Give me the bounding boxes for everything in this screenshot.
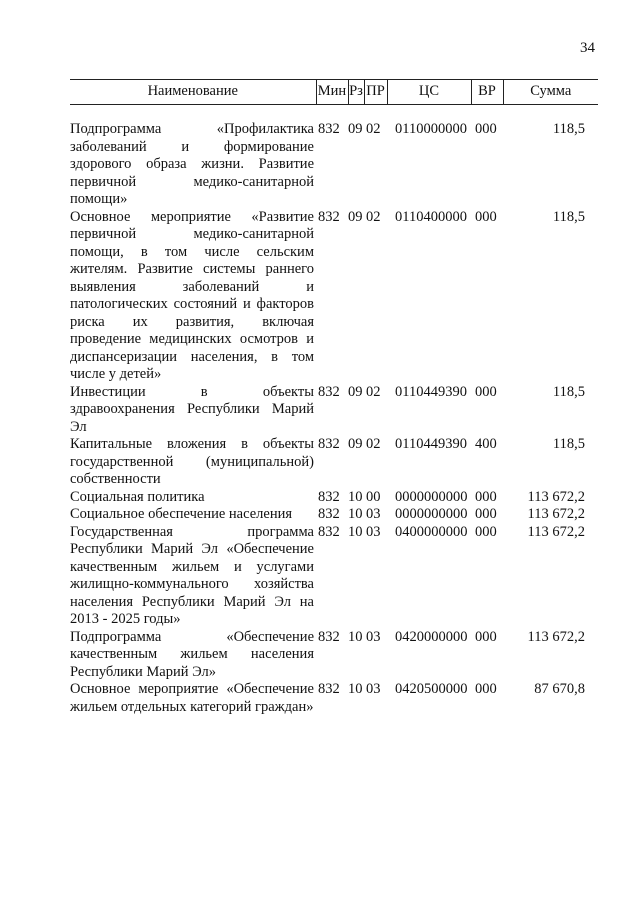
cell-rz: 10 xyxy=(348,523,363,540)
cell-sum: 118,5 xyxy=(552,383,585,400)
cell-cs: 0110449390 xyxy=(395,436,467,452)
cell-rz: 09 xyxy=(348,121,363,137)
cell-name: Капитальные вложения в объекты государственной (муниципальной) собственности xyxy=(70,436,314,487)
header-vr: ВР xyxy=(471,80,503,105)
cell-vr: 000 xyxy=(475,506,497,522)
header-pr: ПР xyxy=(364,80,387,105)
cell-min: 832 xyxy=(318,383,340,400)
table-row xyxy=(70,121,598,209)
cell-cs: 0000000000 xyxy=(395,488,468,505)
cell-pr: 03 xyxy=(366,506,381,522)
cell-min: 832 xyxy=(318,208,340,225)
cell-name: Инвестиции в объекты здравоохранения Республики Марий Эл xyxy=(70,383,314,435)
cell-min: 832 xyxy=(318,121,340,137)
cell-name: Государственная программа Республики Марий Эл «Обеспечение качественным жильем и услугами жилищно-коммунального хозяйства населения Республики Марий Эл на 2013 - 2025 годы» xyxy=(70,523,314,627)
table-row xyxy=(70,506,598,524)
cell-pr: 02 xyxy=(366,436,381,452)
table-row xyxy=(70,384,598,437)
cell-sum: 113 672,2 xyxy=(527,523,585,540)
table-row xyxy=(70,436,598,489)
cell-pr: 03 xyxy=(366,681,381,697)
cell-vr: 400 xyxy=(475,436,497,452)
cell-vr: 000 xyxy=(475,121,497,137)
cell-sum: 113 672,2 xyxy=(527,628,585,645)
table-row xyxy=(70,489,598,507)
page-number: 34 xyxy=(580,40,595,56)
cell-vr: 000 xyxy=(475,488,497,505)
cell-rz: 09 xyxy=(348,383,363,400)
cell-pr: 02 xyxy=(366,208,381,225)
cell-sum: 113 672,2 xyxy=(527,488,585,505)
header-row xyxy=(70,80,598,105)
cell-rz: 09 xyxy=(348,436,363,452)
cell-name: Основное мероприятие «Обеспечение жильем отдельных категорий граждан» xyxy=(70,681,314,715)
cell-cs: 0110449390 xyxy=(395,383,467,400)
budget-table xyxy=(70,79,598,716)
cell-sum: 113 672,2 xyxy=(527,506,585,522)
cell-vr: 000 xyxy=(475,628,497,645)
header-spacer xyxy=(70,105,598,122)
cell-min: 832 xyxy=(318,628,340,645)
header-rz: Рз xyxy=(348,80,364,105)
cell-rz: 10 xyxy=(348,506,363,522)
table-row xyxy=(70,681,598,716)
cell-name: Подпрограмма «Профилактика заболеваний и формирование здорового образа жизни. Развитие первичной медико-санитарной помощи» xyxy=(70,121,314,207)
cell-name: Подпрограмма «Обеспечение качественным жильем населения Республики Марий Эл» xyxy=(70,628,314,680)
cell-pr: 00 xyxy=(366,488,381,505)
cell-sum: 118,5 xyxy=(552,208,585,225)
cell-pr: 02 xyxy=(366,121,381,137)
cell-name: Основное мероприятие «Развитие первичной медико-санитарной помощи, в том числе сельским жителям. Развитие системы раннего выявления заболеваний и патологических состояний и факторов риска их развития, включая проведение медицинских осмотров и диспансеризации населения, в том числе у детей» xyxy=(70,208,314,382)
table-row xyxy=(70,524,598,629)
cell-cs: 0110000000 xyxy=(395,121,467,137)
cell-name: Социальная политика xyxy=(70,488,205,505)
cell-cs: 0110400000 xyxy=(395,208,467,225)
table-row xyxy=(70,209,598,384)
table-body xyxy=(70,105,598,717)
cell-vr: 000 xyxy=(475,208,497,225)
cell-pr: 02 xyxy=(366,383,381,400)
cell-sum: 118,5 xyxy=(552,436,585,452)
cell-cs: 0420000000 xyxy=(395,628,468,645)
header-cs: ЦС xyxy=(387,80,471,105)
header-min: Мин xyxy=(316,80,348,105)
cell-min: 832 xyxy=(318,506,340,522)
cell-min: 832 xyxy=(318,523,340,540)
header-name: Наименование xyxy=(70,80,316,105)
cell-rz: 10 xyxy=(348,681,363,697)
cell-min: 832 xyxy=(318,681,340,697)
cell-cs: 0000000000 xyxy=(395,506,468,522)
header-sum: Сумма xyxy=(503,80,598,105)
cell-vr: 000 xyxy=(475,681,497,697)
cell-name: Социальное обеспечение населения xyxy=(70,506,293,522)
cell-pr: 03 xyxy=(366,628,381,645)
cell-rz: 10 xyxy=(348,628,363,645)
cell-min: 832 xyxy=(318,436,340,452)
cell-rz: 09 xyxy=(348,208,363,225)
cell-sum: 87 670,8 xyxy=(534,681,585,697)
cell-vr: 000 xyxy=(475,383,497,400)
cell-vr: 000 xyxy=(475,523,497,540)
cell-cs: 0400000000 xyxy=(395,523,468,540)
cell-sum: 118,5 xyxy=(552,121,585,137)
cell-rz: 10 xyxy=(348,488,363,505)
cell-cs: 0420500000 xyxy=(395,681,468,697)
cell-min: 832 xyxy=(318,488,340,505)
table-header xyxy=(70,80,598,105)
table-row xyxy=(70,629,598,682)
cell-pr: 03 xyxy=(366,523,381,540)
